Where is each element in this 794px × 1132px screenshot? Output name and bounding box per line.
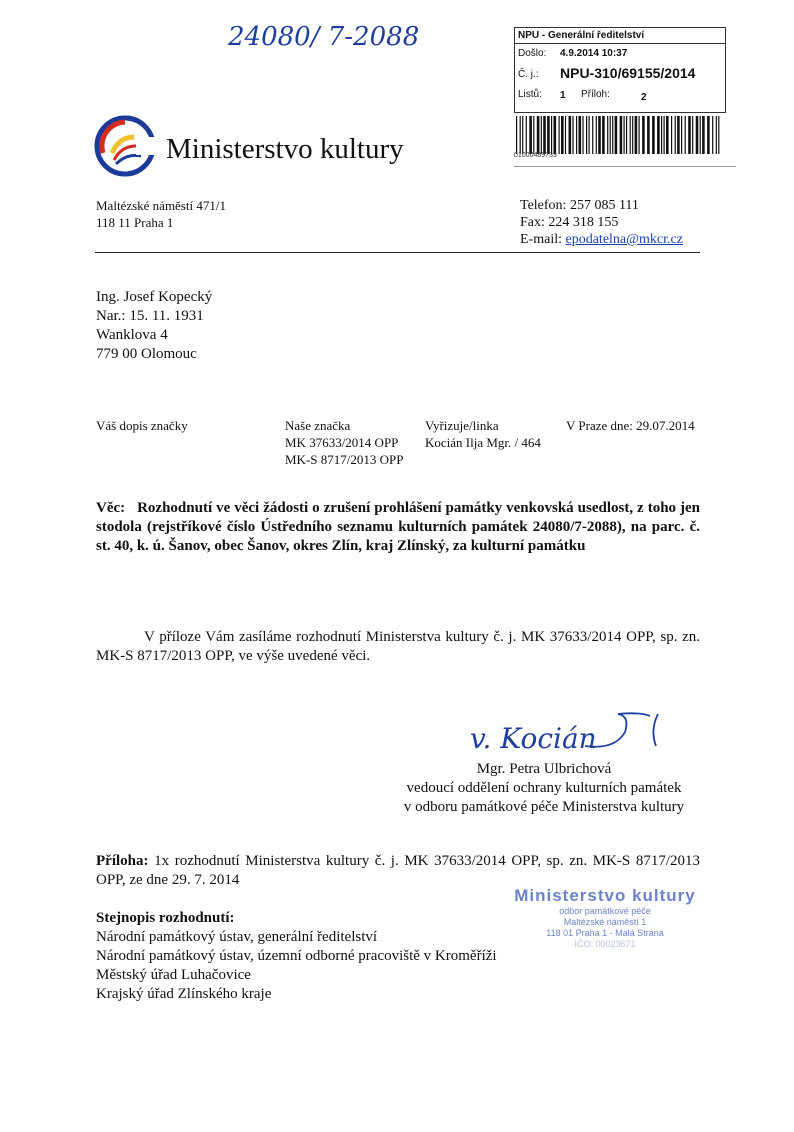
attachment-paragraph (96, 852, 700, 890)
handler-block (425, 417, 541, 451)
subject-text: Rozhodnutí ve věci žádosti o zrušení prohlášení památky venkovská usedlost, z toho jen stodola (rejstříkové číslo Ústředního seznamu kulturních památek 24080/7-2088), na parc. č. st. 40, k. ú. Šanov, obec Šanov, okres Zlín, kraj Zlínský, za kulturní památku (96, 500, 701, 554)
email-line (520, 231, 683, 248)
stamp-divider (514, 166, 736, 167)
copies-label: Stejnopis rozhodnutí: (96, 910, 235, 926)
signatory-name: Mgr. Petra Ulbrichová (476, 761, 612, 777)
recipient-street: Wanklova 4 (96, 327, 168, 343)
your-ref-label: Váš dopis značky (96, 418, 188, 433)
stamp-sheets-label: Listů: (518, 89, 542, 100)
signatory-role-1: vedoucí oddělení ochrany kulturních památek (406, 780, 682, 796)
letter-date: V Praze dne: 29.07.2014 (566, 418, 695, 433)
copies-block (96, 909, 497, 1004)
copy-recipient: Národní památkový ústav, územní odborné pracoviště v Kroměříži (96, 948, 497, 964)
subject-label: Věc: (96, 500, 126, 516)
copy-recipient: Národní památkový ústav, generální ředitelství (96, 929, 378, 945)
our-ref-2: MK-S 8717/2013 OPP (285, 452, 404, 467)
email-link[interactable]: epodatelna@mkcr.cz (565, 232, 683, 247)
our-ref-label: Naše značka (285, 418, 351, 433)
recipient-name: Ing. Josef Kopecký (96, 289, 213, 305)
phone-text: Telefon: 257 085 111 (520, 198, 639, 213)
ministry-logo-icon (94, 115, 156, 177)
copy-recipient: Krajský úřad Zlínského kraje (96, 986, 272, 1002)
ministry-contacts (520, 197, 683, 248)
signature-flourish (580, 706, 680, 754)
letterhead-rule (95, 252, 700, 253)
stamp-attachments-value: 2 (641, 92, 647, 103)
handler-label: Vyřizuje/linka (425, 418, 499, 433)
dept-stamp-line: 118 01 Praha 1 - Malá Strana (546, 928, 664, 938)
address-line: Maltézské náměstí 471/1 (96, 198, 226, 213)
stamp-ref-value: NPU-310/69155/2014 (560, 65, 696, 81)
attachment-text: 1x rozhodnutí Ministerstva kultury č. j. MK 37633/2014 OPP, sp. zn. MK-S 8717/2013 OPP, ze dne 29. 7. 2014 (96, 853, 701, 888)
stamp-sheets-value: 1 (560, 90, 566, 101)
dept-stamp-line: IČO: 00023671 (574, 939, 636, 949)
dept-stamp-title: Ministerstvo kultury (514, 886, 696, 905)
barcode-graphic (514, 116, 722, 154)
ministry-address (96, 197, 226, 231)
dept-stamp-line: odbor památkové péče (559, 906, 651, 916)
handwritten-signature: v. Kocián (470, 722, 597, 755)
stamp-attachments-label: Příloh: (581, 89, 610, 100)
handwritten-reference: 24080/ 7-2088 (228, 22, 420, 52)
signatory-role-2: v odboru památkové péče Ministerstva kultury (403, 799, 685, 815)
copy-recipient: Městský úřad Luhačovice (96, 967, 251, 983)
recipient-born: Nar.: 15. 11. 1931 (96, 308, 204, 324)
email-label: E-mail: (520, 232, 566, 247)
stamp-received-label: Došlo: (518, 48, 547, 59)
body-paragraph: V příloze Vám zasíláme rozhodnutí Ministerstva kultury č. j. MK 37633/2014 OPP, sp. zn. MK-S 8717/2013 OPP, ve výše uvedené věci. (96, 629, 700, 664)
dept-stamp-line: Maltézské náměstí 1 (563, 917, 647, 927)
signatory-block (384, 760, 704, 817)
address-line: 118 11 Praha 1 (96, 215, 174, 230)
registry-stamp (514, 27, 726, 113)
recipient-city: 779 00 Olomouc (96, 346, 197, 362)
our-ref-1: MK 37633/2014 OPP (285, 435, 399, 450)
stamp-header: NPU - Generální ředitelství (518, 30, 645, 41)
fax-text: Fax: 224 318 155 (520, 215, 619, 230)
handler-value: Kocián Ilja Mgr. / 464 (425, 435, 541, 450)
barcode-number: 01000489733 (514, 152, 557, 159)
our-ref-block (285, 417, 403, 468)
stamp-ref-label: Č. j.: (518, 69, 539, 80)
ministry-name: Ministerstvo kultury (166, 133, 404, 165)
stamp-received-value: 4.9.2014 10:37 (560, 48, 628, 59)
attachment-label: Příloha: (96, 853, 149, 869)
subject-paragraph (96, 499, 700, 556)
department-stamp (500, 886, 710, 950)
recipient-address (96, 288, 212, 364)
